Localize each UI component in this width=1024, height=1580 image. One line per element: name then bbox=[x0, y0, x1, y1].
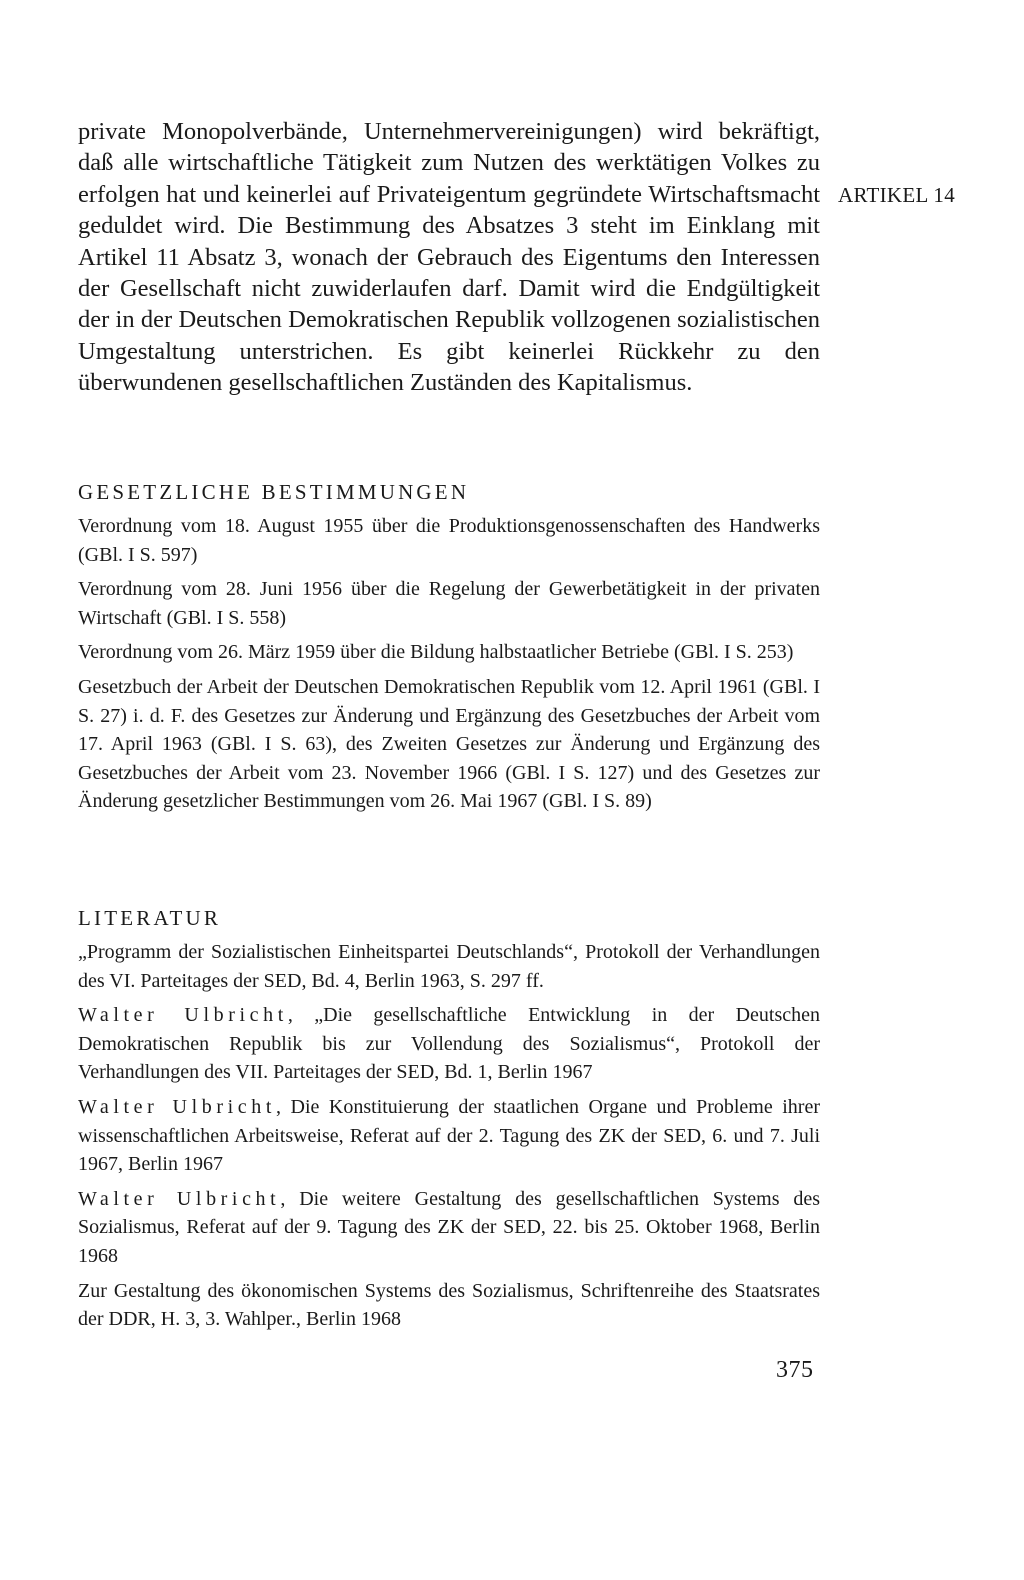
entry-text: , Die Konstituierung der staatlichen Organe und Probleme ihrer wissenschaftlichen Arbeitsweise, Referat auf der 2. Tagung des ZK der SED, 6. und 7. Juli 1967, Berlin 1967 bbox=[78, 1095, 821, 1176]
body-paragraph: private Monopolverbände, Unternehmervereinigungen) wird bekräftigt, daß alle wirtschaftliche Tätigkeit zum Nutzen des werktätigen Volkes zu erfolgen hat und keinerlei auf Privateigentum gegründete Wirtschaftsmacht geduldet wird. Die Bestimmung des Absatzes 3 steht im Einklang mit Artikel 11 Absatz 3, wonach der Gebrauch des Eigentums den Interessen der Gesellschaft nicht zuwiderlaufen darf. Damit wird die Endgültigkeit der in der Deutschen Demokratischen Republik vollzogenen sozialistischen Umgestaltung unterstrichen. Es gibt keinerlei Rückkehr zu den überwundenen gesellschaftlichen Zuständen des Kapitalismus. bbox=[78, 118, 820, 397]
section-heading: LITERATUR bbox=[78, 906, 222, 930]
entry-text: , „Die gesellschaftliche Entwicklung in der Deutschen Demokratischen Republik bis zur Vollendung des Sozialismus“, Protokoll der Verhandlungen des VII. Parteitages der SED, Bd. 1, Berlin 1967 bbox=[78, 1004, 820, 1084]
page-number: 375 bbox=[776, 1357, 814, 1383]
section-gesetzliche-bestimmungen bbox=[78, 478, 820, 822]
author-name: Walter Ulbricht bbox=[78, 1095, 276, 1118]
literature-entry: „Programm der Sozialistischen Einheitspartei Deutschlands“, Protokoll der Verhandlungen des VI. Parteitages der SED, Bd. 4, Berlin 1963, S. 297 ff. bbox=[78, 941, 820, 992]
law-entry: Verordnung vom 26. März 1959 über die Bildung halbstaatlicher Betriebe (GBl. I S. 253) bbox=[78, 641, 794, 664]
author-name: Walter Ulbricht bbox=[78, 1187, 281, 1210]
section-heading: GESETZLICHE BESTIMMUNGEN bbox=[78, 480, 470, 504]
author-name: Walter Ulbricht bbox=[78, 1004, 288, 1027]
section-literatur bbox=[78, 904, 820, 1340]
law-entry: Gesetzbuch der Arbeit der Deutschen Demokratischen Republik vom 12. April 1961 (GBl. I S. 27) i. d. F. des Gesetzes zur Änderung und Ergänzung des Gesetzbuches der Arbeit vom 17. April 1963 (GBl. I S. 63), des Zweiten Gesetzes zur Änderung und Ergänzung des Gesetzbuches der Arbeit vom 23. November 1966 (GBl. I S. 127) und des Gesetzes zur Änderung gesetzlicher Bestimmungen vom 26. Mai 1967 (GBl. I S. 89) bbox=[78, 675, 820, 813]
entry-text: , Die weitere Gestaltung des gesellschaftlichen Systems des Sozialismus, Referat auf der 9. Tagung des ZK der SED, 22. bis 25. Oktober 1968, Berlin 1968 bbox=[78, 1187, 821, 1267]
literature-entry bbox=[78, 1001, 820, 1087]
margin-note-article: ARTIKEL 14 bbox=[838, 183, 956, 207]
law-entry: Verordnung vom 28. Juni 1956 über die Regelung der Gewerbetätigkeit in der privaten Wirtschaft (GBl. I S. 558) bbox=[78, 578, 820, 629]
law-entry: Verordnung vom 18. August 1955 über die Produktionsgenossenschaften des Handwerks (GBl. I S. 597) bbox=[78, 515, 820, 566]
literature-entry bbox=[78, 1185, 820, 1271]
literature-entry: Zur Gestaltung des ökonomischen Systems des Sozialismus, Schriftenreihe des Staatsrates der DDR, H. 3, 3. Wahlper., Berlin 1968 bbox=[78, 1279, 820, 1331]
literature-entry bbox=[78, 1093, 820, 1179]
